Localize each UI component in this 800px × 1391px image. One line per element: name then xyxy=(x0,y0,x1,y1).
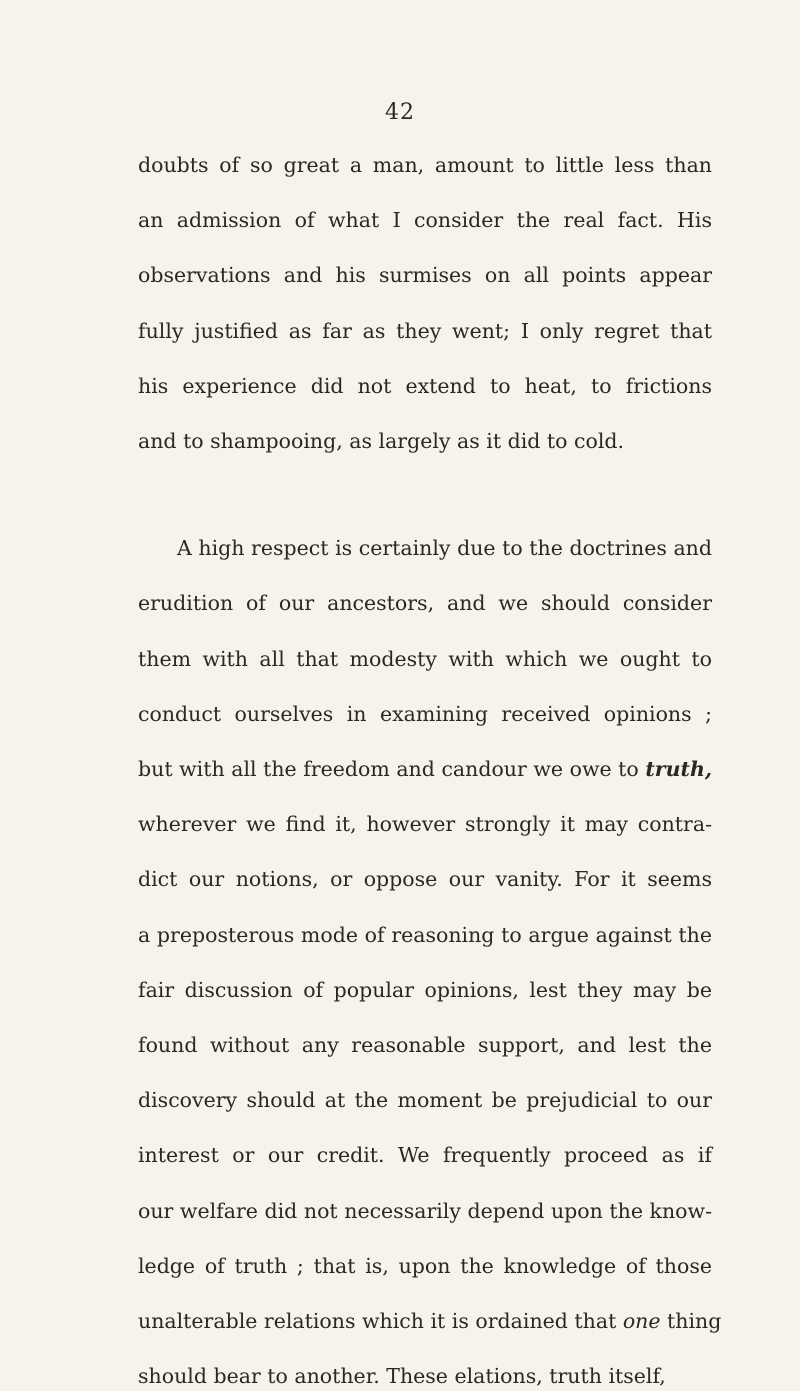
text-line: a preposterous mode of reasoning to argue against the xyxy=(138,923,712,947)
text-line: wherever we find it, however strongly it may contra- xyxy=(138,812,712,836)
text-line: an admission of what I consider the real fact. His xyxy=(138,208,712,232)
text-line: found without any reasonable support, and lest the xyxy=(138,1033,712,1057)
text-line: fair discussion of popular opinions, lest they may be xyxy=(138,978,712,1002)
text-line: fully justified as far as they went; I only regret that xyxy=(138,319,712,343)
emphasized-word: one xyxy=(622,1309,661,1333)
text-segment: should bear to another. These elations, truth itself, xyxy=(138,1364,666,1388)
text-segment: ledge of truth ; that is, upon the knowledge of those xyxy=(138,1254,712,1278)
text-line: A high respect is certainly due to the doctrines and xyxy=(177,536,712,560)
text-line: and to shampooing, as largely as it did to cold. xyxy=(138,429,625,453)
text-line: dict our notions, or oppose our vanity. For it seems xyxy=(138,867,712,891)
text-segment: thing xyxy=(660,1309,722,1333)
text-line: our welfare did not necessarily depend upon the know- xyxy=(138,1199,712,1223)
text-line: observations and his surmises on all points appear xyxy=(138,263,712,287)
text-line xyxy=(138,1252,712,1280)
text-segment: unalterable relations which it is ordained that xyxy=(138,1309,623,1333)
text-line: doubts of so great a man, amount to little less than xyxy=(138,153,712,177)
text-line: his experience did not extend to heat, to frictions xyxy=(138,374,712,398)
text-line: interest or our credit. We frequently proceed as if xyxy=(138,1143,712,1167)
emphasized-word: truth, xyxy=(645,757,712,781)
text-line: conduct ourselves in examining received opinions ; xyxy=(138,702,712,726)
text-segment: but with all the freedom and candour we owe to xyxy=(138,757,646,781)
text-line: them with all that modesty with which we ought to xyxy=(138,647,712,671)
text-line: erudition of our ancestors, and we should consider xyxy=(138,591,712,615)
text-line xyxy=(138,755,712,783)
text-line: discovery should at the moment be prejudicial to our xyxy=(138,1088,712,1112)
text-line xyxy=(138,1307,722,1335)
page-number: 42 xyxy=(385,100,415,125)
text-line xyxy=(138,1362,712,1390)
